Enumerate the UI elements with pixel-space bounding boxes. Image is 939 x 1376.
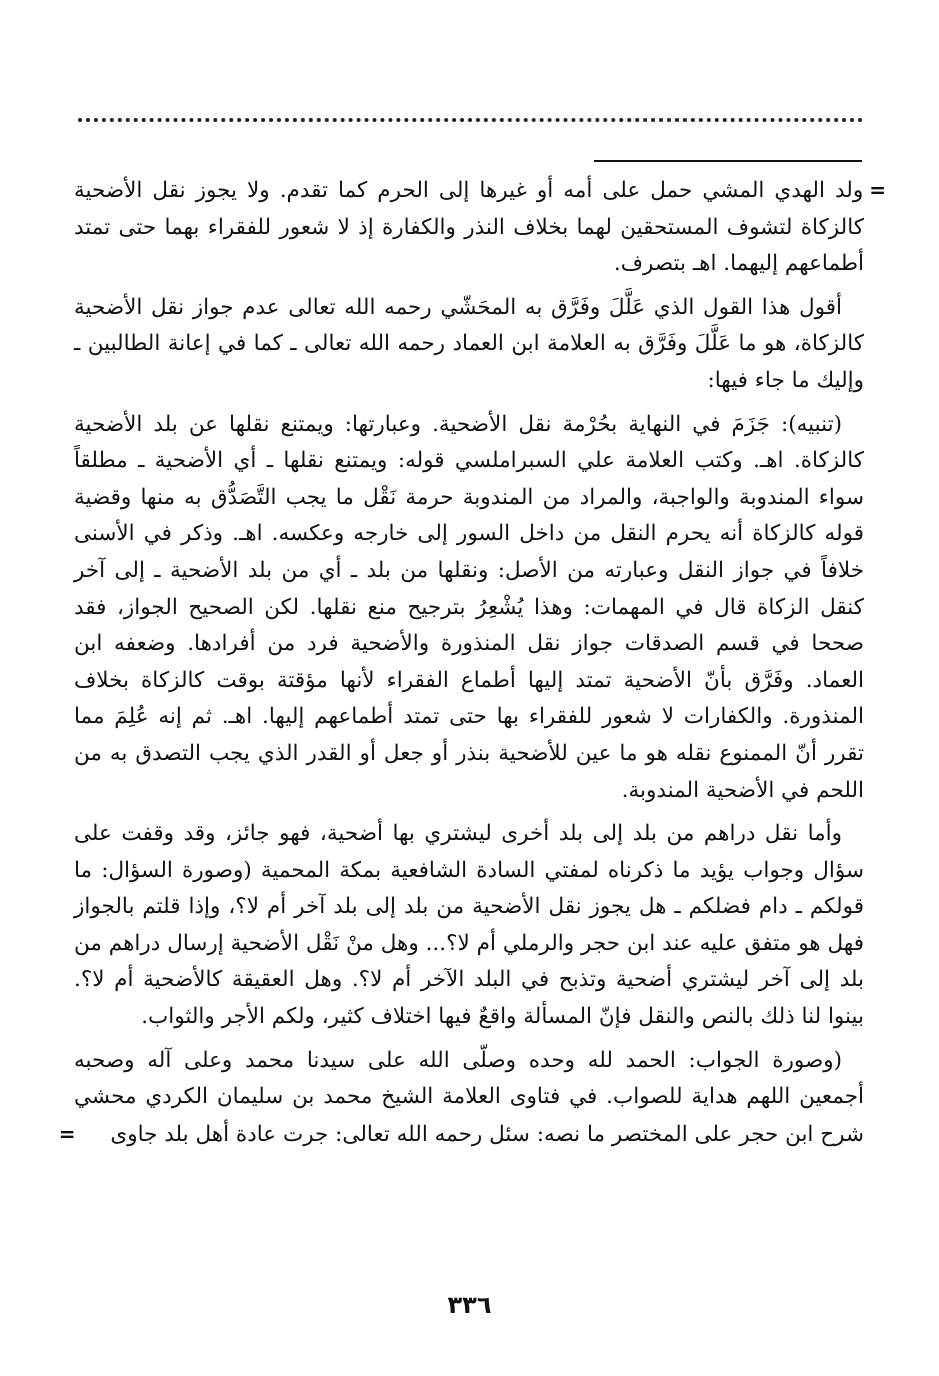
page-number: ٣٣٦ <box>447 1291 492 1319</box>
continuation-mark-start: = <box>869 178 886 202</box>
paragraph-3: (تنبيه): جَزَمَ في النهاية بحُرْمة نقل الأضحية. وعبارتها: ويمتنع نقلها عن بلد الأضحية كالزكاة. اهـ. وكتب العلامة علي السبراملسي قوله: ويمتنع نقلها ـ أي الأضحية ـ مطلقاً سواء المندوبة والواجبة، والمراد من المندوبة حرمة نَقْل ما يجب التَّصَدُّق به منها وقضية قوله كالزكاة أنه يحرم النقل من داخل السور إلى خارجه وعكسه. اهـ. وذكر في الأسنى خلافاً في جواز النقل وعبارته من الأصل: ونقلها من بلد ـ أي من بلد الأضحية ـ إلى آخر كنقل الزكاة قال في المهمات: وهذا يُشْعِرُ بترجيح منع نقلها. لكن الصحيح الجواز، فقد صححا في قسم الصدقات جواز نقل المنذورة والأضحية فرد من أفرادها. وضعفه ابن العماد. وفَرَّق بأنّ الأضحية تمتد إليها أطماع الفقراء لأنها مؤقتة بوقت كالزكاة بخلاف المنذورة. والكفارات لا شعور للفقراء بها حتى تمتد أطماعهم إليها. اهـ. ثم إنه عُلِمَ مما تقرر أنّ الممنوع نقله هو ما عين للأضحية بنذر أو جعل أو القدر الذي يجب التصدق به من اللحم في الأضحية المندوبة. <box>74 411 864 803</box>
paragraph-4: وأما نقل دراهم من بلد إلى بلد أخرى ليشتري بها أضحية، فهو جائز، وقد وقفت على سؤال وجواب يؤيد ما ذكرناه لمفتي السادة الشافعية بمكة المحمية (وصورة السؤال: ما قولكم ـ دام فضلكم ـ هل يجوز نقل الأضحية من بلد إلى بلد آخر أم لا؟، وإذا قلتم بالجواز فهل هو متفق عليه عند ابن حجر والرملي أم لا؟... وهل منْ نَقْل الأضحية إرسال دراهم من بلد إلى آخر ليشتري أضحية وتذبح في البلد الآخر أم لا؟. وهل العقيقة كالأضحية أم لا؟. بينوا لنا ذلك بالنص والنقل فإنّ المسألة واقعٌ فيها اختلاف كثير، ولكم الأجر والثواب. <box>74 821 864 1030</box>
footnote-rule <box>594 160 862 162</box>
continuation-mark-end: = <box>58 1121 76 1146</box>
paragraph-2: أقول هذا القول الذي عَلَّلَ وفَرَّق به المحَشّي رحمه الله تعالى عدم جواز نقل الأضحية كالزكاة، هو ما عَلَّلَ وفَرَّق به العلامة ابن العماد رحمه الله تعالى ـ كما في إعانة الطالبين ـ وإليك ما جاء فيها: <box>74 294 864 393</box>
paragraph-1 <box>74 172 886 283</box>
paragraph-5 <box>58 1043 864 1154</box>
dotted-separator <box>78 118 863 122</box>
paragraph-text: ولد الهدي المشي حمل على أمه أو غيرها إلى الحرم كما تقدم. ولا يجوز نقل الأضحية كالزكاة لتشوف المستحقين لهما بخلاف النذر والكفارة إذ لا شعور للفقراء بهما حتى تمتد أطماعهم إليهما. اهـ بتصرف. <box>74 178 864 277</box>
page-body <box>58 172 886 1160</box>
paragraph-text: (وصورة الجواب: الحمد لله وحده وصلّى الله على سيدنا محمد وعلى آله وصحبه أجمعين اللهم هداية للصواب. في فتاوى العلامة الشيخ محمد بن سليمان الكردي محشي شرح ابن حجر على المختصر ما نصه: سئل رحمه الله تعالى: جرت عادة أهل بلد جاوى <box>74 1047 864 1147</box>
